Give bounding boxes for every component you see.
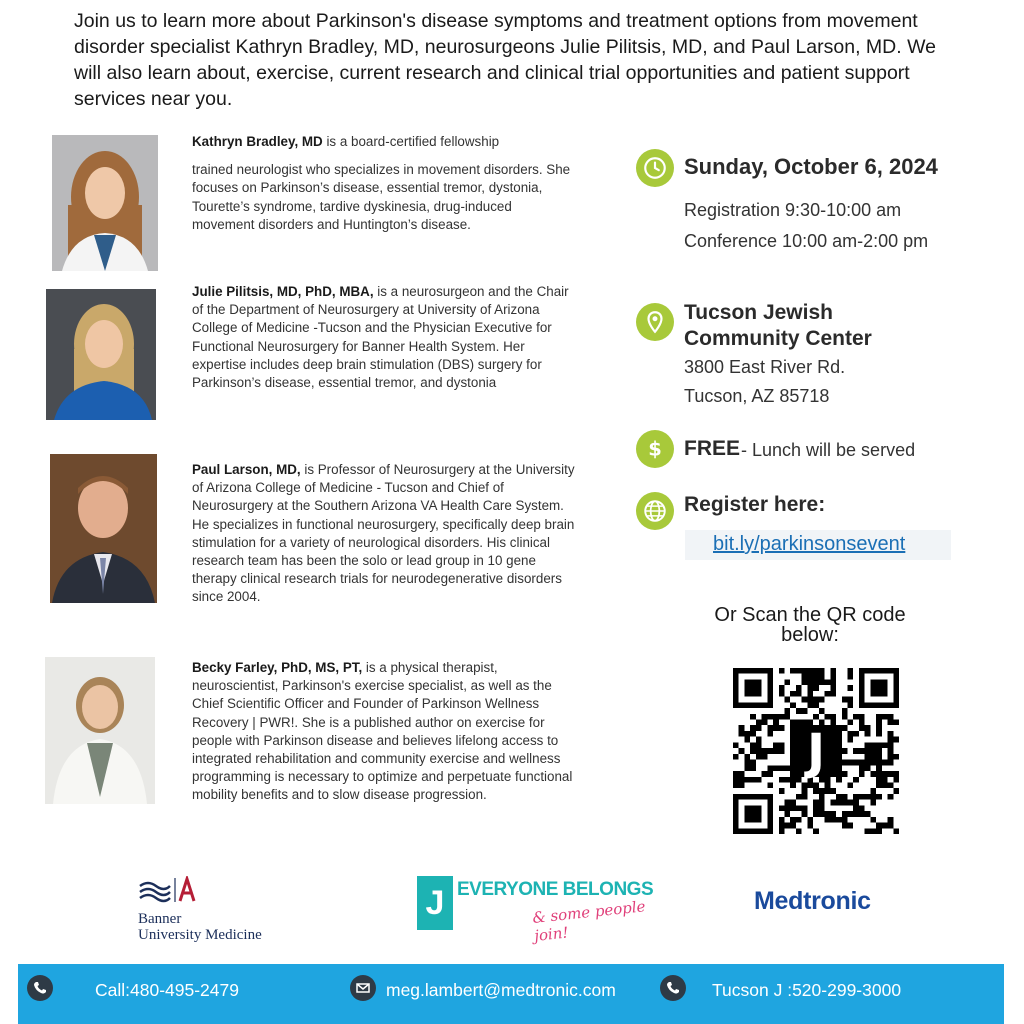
speaker-bio-text: is Professor of Neurosurgery at the University of Arizona College of Medicine - Tucson and Chief of Neurosurgery at the Southern Arizona VA Health Care System. He specializes in functional neurosurgery, specifically deep brain stimulation for a variety of neurological disorders. His clinical research team has been the solo or lead group in 10 gene therapy clinical research trials for neurodegenerative disorders since 2004. xyxy=(192,462,575,605)
medtronic-logo: Medtronic xyxy=(754,887,871,915)
speaker-bio-becky-farley xyxy=(192,659,577,805)
svg-text:J: J xyxy=(806,724,826,781)
speaker-photo-becky-farley xyxy=(45,657,155,804)
tucson-j-phone-link[interactable]: Tucson J :520-299-3000 xyxy=(712,980,902,1000)
speaker-photo-julie-pilitsis xyxy=(46,289,156,420)
price-note: - Lunch will be served xyxy=(741,440,916,460)
event-date: Sunday, October 6, 2024 xyxy=(684,154,938,179)
qr-code[interactable] xyxy=(733,668,899,834)
speaker-bio-text: is a neurosurgeon and the Chair of the Department of Neurosurgery at University of Arizona College of Medicine -Tucson and the Physician Executive for Functional Neurosurgery for Banner Health System. Her expertise includes deep brain stimulation (DBS) surgery for Parkinson’s disease, essential tremor, and dystonia xyxy=(192,284,569,391)
jcc-everyone-belongs-logo xyxy=(417,876,667,945)
banner-university-medicine-logo xyxy=(138,876,288,942)
mail-icon xyxy=(350,975,376,1001)
price-label: FREE xyxy=(684,437,741,460)
venue-name xyxy=(684,300,872,352)
banner-logo-text: Banner xyxy=(138,911,182,927)
speaker-bio-paul-larson xyxy=(192,461,577,607)
email-link[interactable]: meg.lambert@medtronic.com xyxy=(386,980,616,1000)
qr-caption xyxy=(680,605,940,645)
phone-icon xyxy=(660,975,686,1001)
speaker-name: Kathryn Bradley, MD xyxy=(192,134,323,149)
conference-time: Conference 10:00 am-2:00 pm xyxy=(684,231,929,251)
venue-line: Tucson Jewish xyxy=(684,301,833,324)
qr-caption-line: below: xyxy=(781,624,839,646)
speaker-bio-kathryn-bradley xyxy=(192,133,577,234)
speaker-name: Paul Larson, MD, xyxy=(192,462,301,477)
jcc-j-mark: J xyxy=(417,876,453,930)
banner-logo-text: University Medicine xyxy=(138,927,262,943)
speaker-bio-text: is a board-certified fellowship xyxy=(322,134,500,149)
speaker-photo-paul-larson xyxy=(50,454,157,603)
intro-paragraph: Join us to learn more about Parkinson's disease symptoms and treatment options from movement disorder specialist Kathryn Bradley, MD, neurosurgeons Julie Pilitsis, MD, and Paul Larson, MD. We will also learn about, exercise, current research and clinical trial opportunities and patient support services near you. xyxy=(74,10,936,110)
speaker-bio-julie-pilitsis xyxy=(192,283,577,392)
map-pin-icon xyxy=(636,303,674,341)
register-link[interactable]: bit.ly/parkinsonsevent xyxy=(713,533,906,555)
jcc-script: & some people join! xyxy=(531,897,647,945)
speaker-photo-kathryn-bradley xyxy=(52,135,158,271)
qr-caption-line: Or Scan the QR code xyxy=(714,604,906,626)
svg-text:$: $ xyxy=(648,437,662,461)
address-street: 3800 East River Rd. xyxy=(684,357,846,377)
banner-logo-mark xyxy=(138,876,198,904)
register-label: Register here: xyxy=(684,493,826,516)
jcc-tagline: EVERYONE BELONGS xyxy=(457,879,654,900)
speaker-name: Becky Farley, PhD, MS, PT, xyxy=(192,660,363,675)
globe-icon xyxy=(636,492,674,530)
speaker-name: Julie Pilitsis, MD, PhD, MBA, xyxy=(192,284,374,299)
dollar-icon xyxy=(636,430,674,468)
speaker-bio-text: is a physical therapist, neuroscientist, Parkinson's exercise specialist, as well as the Chief Scientific Officer and Founder of Parkinson Wellness Recovery | PWR!. She is a published author on exercise for people with Parkinson disease and believes lifelong access to integrated rehabilitation and community exercise and wellness programming is necessary to optimize and perpetuate functional mobility benefits and to slow disease progression. xyxy=(192,660,573,803)
call-phone-link[interactable]: Call:480-495-2479 xyxy=(95,980,239,1000)
speaker-bio-text: trained neurologist who specializes in movement disorders. She focuses on Parkinson’s disease, essential tremor, dystonia, Tourette’s syndrome, tardive dyskinesia, drug-induced movement disorders and Huntington’s disease. xyxy=(192,162,571,232)
clock-icon xyxy=(636,149,674,187)
phone-icon xyxy=(27,975,53,1001)
venue-line: Community Center xyxy=(684,327,872,350)
address-city: Tucson, AZ 85718 xyxy=(684,386,830,406)
registration-time: Registration 9:30-10:00 am xyxy=(684,200,902,220)
